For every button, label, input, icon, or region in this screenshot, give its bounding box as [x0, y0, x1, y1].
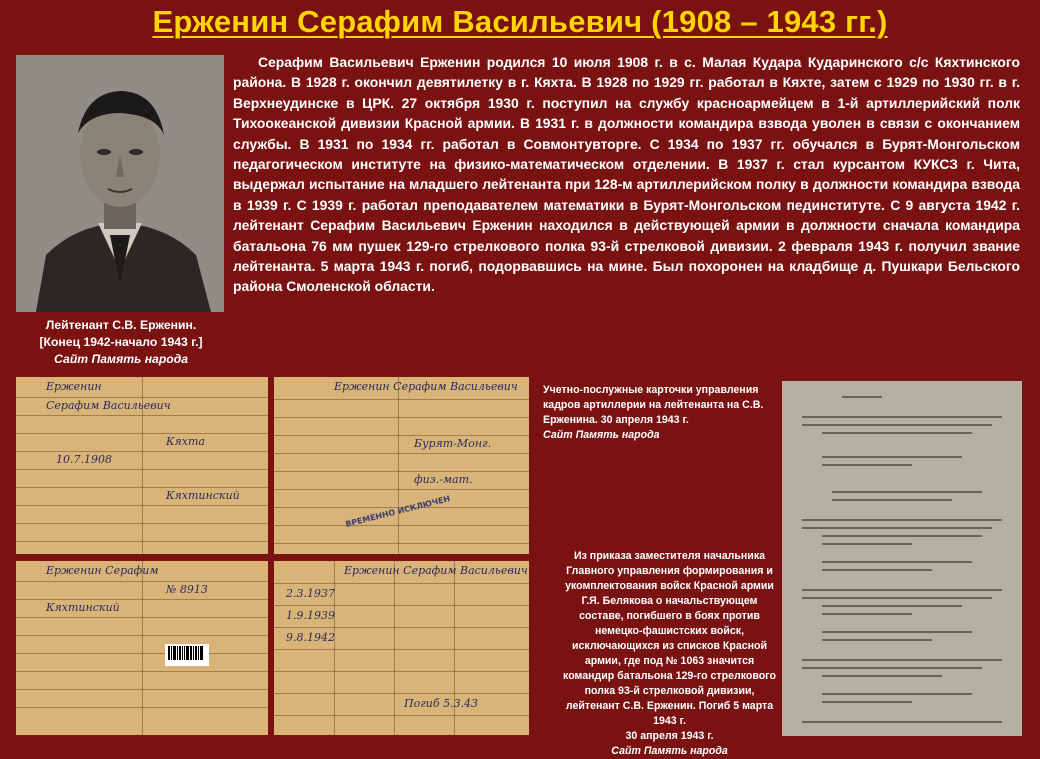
service-card-1: Ерженин Серафим Васильевич 10.7.1908 Кяхта Кяхтинский [16, 377, 268, 554]
order-note-date: 30 апреля 1943 г. [625, 730, 714, 742]
cards-note-text: Учетно-послужные карточки управления кадров артиллерии на лейтенанта на С.В. Ерженина. 30 апреля 1943 г. [543, 384, 764, 426]
portrait-photo [16, 55, 224, 312]
portrait-caption [16, 317, 226, 368]
service-card-2: Ерженин Серафим Васильевич Бурят-Монг. физ.-мат. ВРЕМЕННО ИСКЛЮЧЕН [274, 377, 529, 554]
barcode-icon [165, 644, 209, 666]
order-note [562, 549, 777, 759]
cards-note-source: Сайт Память народа [543, 429, 660, 441]
portrait-caption-line1: Лейтенант С.В. Ерженин. [45, 318, 197, 332]
portrait-caption-line2: [Конец 1942-начало 1943 г.] [39, 335, 203, 349]
order-document [782, 381, 1022, 736]
order-note-source: Сайт Память народа [611, 745, 728, 757]
portrait-caption-source: Сайт Память народа [53, 352, 189, 366]
service-card-3: Ерженин Серафим Кяхтинский № 8913 [16, 561, 268, 735]
biography-text: Серафим Васильевич Ерженин родился 10 июля 1908 г. в с. Малая Кудара Кударинского с/с Кяхтинского района. В 1928 г. окончил девятилетку в г. Кяхта. В 1928 по 1929 гг. работал в Кяхте, затем с 1929 по 1930 гг. в г. Верхнеудинске в ЦРК. 27 октября 1930 г. поступил на службу красноармейцем в 1-й артиллерийский полк Тихоокеанской дивизии Красной армии. В 1931 г. в должности командира взвода уволен в связи с окончанием службы. В 1931 по 1934 гг. работал в Совмонтувторге. С 1934 по 1937 гг. обучался в Бурят-Монгольском педагогическом институте на физико-математическом отделении. В 1937 г. стал курсантом КУКСЗ г. Чита, выдержал испытание на младшего лейтенанта при 128-м артиллерийском полку в должности командира взвода в 1939 г. С 1939 г. работал преподавателем математики в Бурят-Монгольском пединституте. С 9 августа 1942 г. лейтенант Серафим Васильевич Ерженин находился в действующей армии в должности сначала командира батальона 76 мм пушек 129-го стрелкового полка 93-й стрелковой дивизии. 2 февраля 1943 г. получил звание лейтенанта. 5 марта 1943 г. погиб, подорвавшись на мине. Был похоронен на кладбище д. Пушкари Бельского района Смоленской области. [233, 54, 1020, 295]
cards-note [543, 383, 778, 443]
order-note-text: Из приказа заместителя начальника Главного управления формирования и укомплектования войск Красной армии Г.Я. Белякова о начальствующем составе, погибшего в боях против немецко-фашистских войск, исключающихся из списков Красной армии, где под № 1063 значится командир батальона 129-го стрелкового полка 93-й стрелковой дивизии, лейтенант С.В. Ерженин. Погиб 5 марта 1943 г. [563, 550, 776, 727]
service-card-4: Ерженин Серафим Васильевич 2.3.1937 1.9.1939 9.8.1942 Погиб 5.3.43 [274, 561, 529, 735]
page-title: Ерженин Серафим Васильевич (1908 – 1943 гг.) [152, 4, 888, 39]
